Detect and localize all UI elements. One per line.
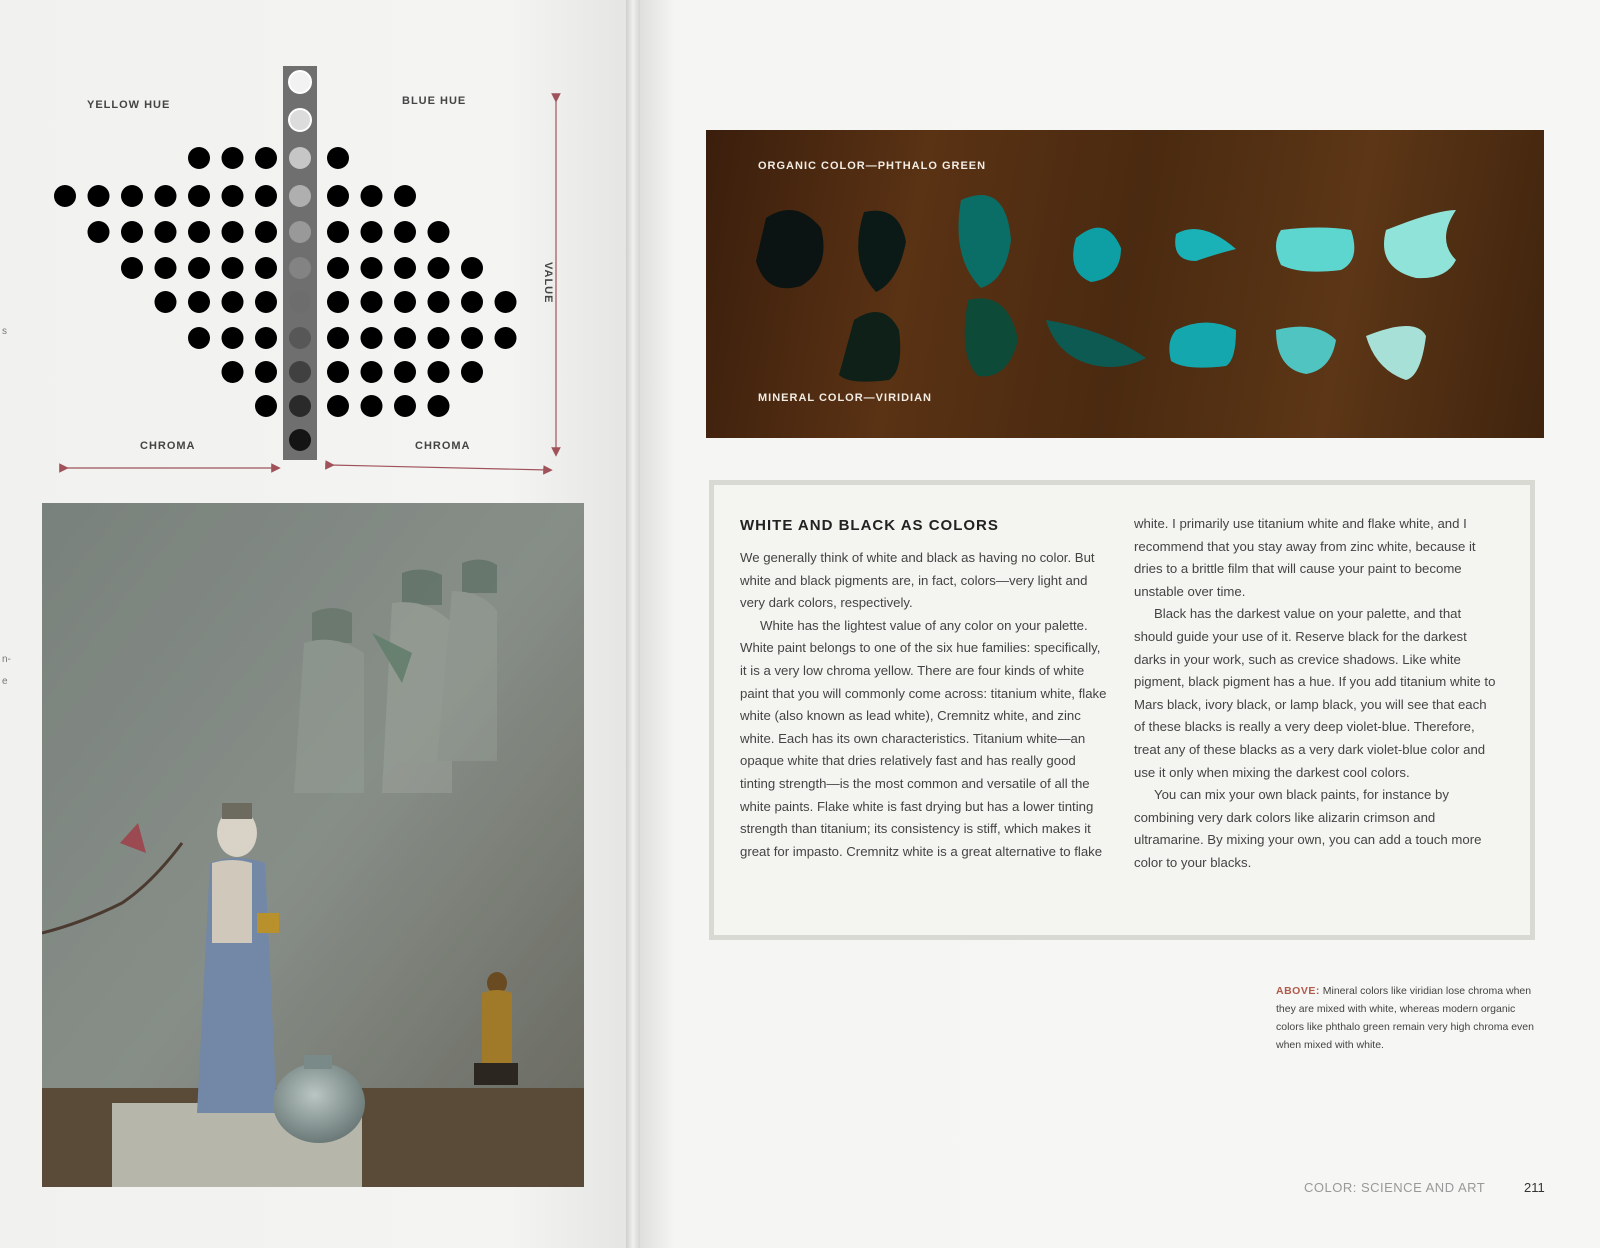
still-life-illustration xyxy=(42,503,584,1187)
gray-value-dot xyxy=(289,147,311,169)
blue-hue-dot xyxy=(361,257,383,279)
yellow-hue-dot xyxy=(222,257,244,279)
blue-hue-dot xyxy=(461,291,483,313)
sidebar-box xyxy=(709,480,1535,940)
blue-hue-dot xyxy=(327,257,349,279)
yellow-hue-dot xyxy=(188,185,210,207)
caption-text: Mineral colors like viridian lose chroma when they are mixed with white, whereas modern organic colors like phthalo green remain very high chroma even when mixed with white. xyxy=(1276,985,1534,1051)
yellow-hue-dot xyxy=(121,185,143,207)
blue-hue-dot xyxy=(361,395,383,417)
running-head: COLOR: SCIENCE AND ART xyxy=(1304,1180,1486,1195)
blue-hue-dot xyxy=(361,185,383,207)
book-gutter xyxy=(626,0,640,1248)
yellow-hue-dot xyxy=(155,291,177,313)
yellow-hue-dot xyxy=(255,221,277,243)
gray-value-dot xyxy=(289,109,311,131)
gray-value-dot xyxy=(289,395,311,417)
chroma-left-label: CHROMA xyxy=(140,440,196,452)
gray-value-dot xyxy=(289,71,311,93)
page-number: 211 xyxy=(1524,1180,1545,1195)
gray-value-dot xyxy=(289,429,311,451)
yellow-hue-dot xyxy=(255,291,277,313)
edge-fragment: e xyxy=(2,676,8,687)
blue-hue-dot xyxy=(394,221,416,243)
yellow-hue-dot xyxy=(255,361,277,383)
sidebar-paragraph: white. I primarily use titanium white and flake white, and I recommend that you stay away from zinc white, because it dries to a brittle film that will cause your paint to become unstable over time. xyxy=(1134,516,1476,599)
yellow-hue-dot xyxy=(188,291,210,313)
blue-hue-dot xyxy=(361,361,383,383)
yellow-hue-dot xyxy=(121,221,143,243)
gray-value-dot xyxy=(289,327,311,349)
sidebar-paragraph: You can mix your own black paints, for instance by combining very dark colors like alizarin crimson and ultramarine. By mixing your own, you can add a touch more color to your blacks. xyxy=(1134,787,1482,870)
blue-hue-dot xyxy=(394,395,416,417)
gray-value-dot xyxy=(289,361,311,383)
sidebar-heading: WHITE AND BLACK AS COLORS xyxy=(740,517,999,534)
yellow-hue-dot xyxy=(155,257,177,279)
hue-value-chroma-diagram xyxy=(0,0,620,490)
still-life-photo xyxy=(42,503,584,1187)
yellow-hue-dot xyxy=(155,185,177,207)
edge-fragment: s xyxy=(2,326,7,337)
yellow-hue-dot xyxy=(88,185,110,207)
yellow-hue-dot xyxy=(222,221,244,243)
blue-hue-dot xyxy=(461,257,483,279)
blue-hue-dot xyxy=(495,291,517,313)
blue-hue-dot xyxy=(327,327,349,349)
blue-hue-dot xyxy=(361,221,383,243)
yellow-hue-label: YELLOW HUE xyxy=(87,99,171,111)
chroma-right-label: CHROMA xyxy=(415,440,471,452)
yellow-hue-dot xyxy=(222,291,244,313)
blue-hue-dot xyxy=(428,291,450,313)
yellow-hue-dot xyxy=(255,147,277,169)
blue-hue-dot xyxy=(327,395,349,417)
chroma-arrow-right xyxy=(330,465,548,470)
yellow-hue-dot xyxy=(188,147,210,169)
blue-hue-dot xyxy=(327,361,349,383)
blue-hue-dot xyxy=(327,221,349,243)
blue-hue-dot xyxy=(428,327,450,349)
gray-value-dot xyxy=(289,221,311,243)
sidebar-paragraph: Black has the darkest value on your palette, and that should guide your use of it. Reserve black for the darkest darks in your work, such as crevice shadows. Like white pigment, black pigment has a hue. If you add titanium white to Mars black, ivory black, or lamp black, you will see that each of these blacks is really a very deep violet-blue. Therefore, treat any of these blacks as a very dark violet-blue color and use it only when mixing the darkest cool colors. xyxy=(1134,606,1496,780)
blue-hue-dot xyxy=(394,327,416,349)
gray-value-dot xyxy=(289,185,311,207)
viridian-label: MINERAL COLOR—VIRIDIAN xyxy=(758,392,932,404)
gray-value-dot xyxy=(289,257,311,279)
sidebar-paragraph: White has the lightest value of any color on your palette. White paint belongs to one of the six hue families: specifically, it is a very low chroma yellow. There are four kinds of white paint that you will commonly come across: titanium white, flake white (also known as lead white), Cremnitz white, and zinc white. Each has its own characteristics. Titanium white—an opaque white that dries relatively fast and has really good tinting strength—is the most common and versatile of all the white paints. Flake white is fast drying but has a lower tinting strength than titanium; its consistency is stiff, which makes it great for impasto. Cremnitz white is a great alternative to flake xyxy=(740,617,1107,859)
value-label: VALUE xyxy=(542,262,554,304)
yellow-hue-dot xyxy=(255,395,277,417)
blue-hue-dot xyxy=(394,257,416,279)
blue-hue-dot xyxy=(428,395,450,417)
blue-hue-dot xyxy=(461,327,483,349)
edge-fragment: n- xyxy=(2,654,11,665)
yellow-hue-dot xyxy=(255,327,277,349)
gray-value-dot xyxy=(289,291,311,313)
yellow-hue-dot xyxy=(121,257,143,279)
blue-hue-dot xyxy=(361,291,383,313)
yellow-hue-dot xyxy=(222,327,244,349)
sidebar-column-2 xyxy=(1134,513,1500,875)
blue-hue-dot xyxy=(461,361,483,383)
yellow-hue-dot xyxy=(188,221,210,243)
yellow-hue-dot xyxy=(88,221,110,243)
image-caption xyxy=(1276,982,1538,1054)
blue-hue-dot xyxy=(327,185,349,207)
paint-swatch-photo xyxy=(706,130,1544,438)
yellow-hue-dot xyxy=(54,185,76,207)
blue-hue-dot xyxy=(428,257,450,279)
blue-hue-dot xyxy=(327,291,349,313)
blue-hue-dot xyxy=(327,147,349,169)
blue-hue-dot xyxy=(361,327,383,349)
yellow-hue-dot xyxy=(222,185,244,207)
yellow-hue-dot xyxy=(222,361,244,383)
blue-hue-dot xyxy=(428,361,450,383)
blue-hue-dot xyxy=(394,185,416,207)
blue-hue-label: BLUE HUE xyxy=(402,95,467,107)
yellow-hue-dot xyxy=(222,147,244,169)
yellow-hue-dot xyxy=(188,257,210,279)
yellow-hue-dot xyxy=(188,327,210,349)
blue-hue-dot xyxy=(428,221,450,243)
sidebar-column-1 xyxy=(740,547,1108,863)
blue-hue-dot xyxy=(394,361,416,383)
phthalo-green-label: ORGANIC COLOR—PHTHALO GREEN xyxy=(758,160,987,172)
sidebar-paragraph: We generally think of white and black as having no color. But white and black pigments are, in fact, colors—very light and very dark colors, respectively. xyxy=(740,550,1095,611)
yellow-hue-dot xyxy=(255,257,277,279)
blue-hue-dot xyxy=(394,291,416,313)
ceramic-vase xyxy=(273,1063,365,1143)
yellow-hue-dot xyxy=(155,221,177,243)
yellow-hue-dot xyxy=(255,185,277,207)
caption-lead: ABOVE: xyxy=(1276,985,1320,997)
blue-hue-dot xyxy=(495,327,517,349)
